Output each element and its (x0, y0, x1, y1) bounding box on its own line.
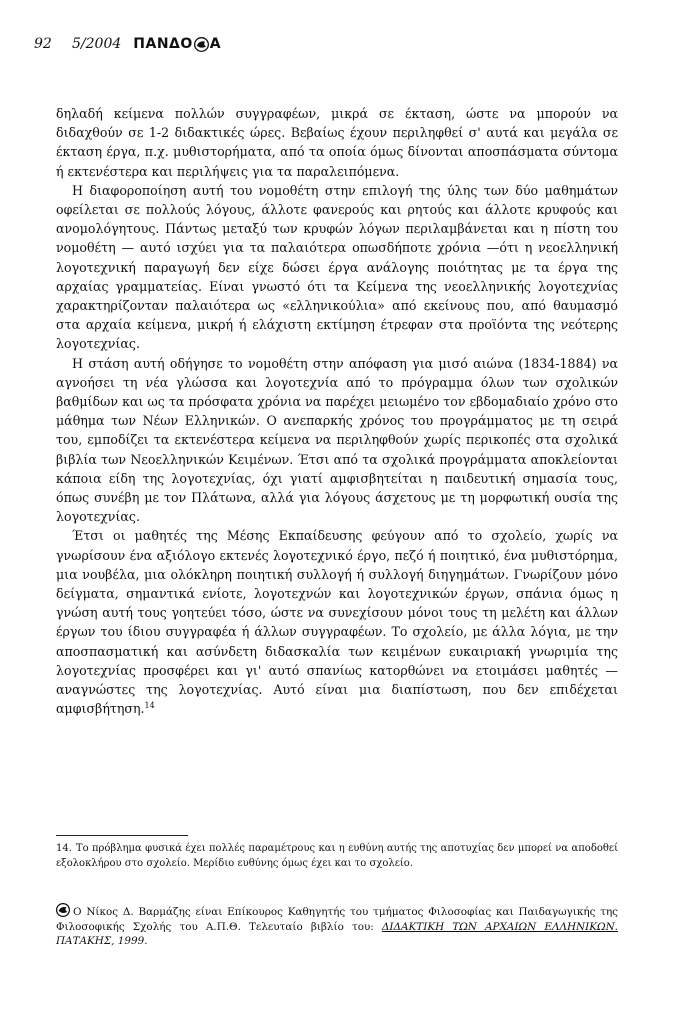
footnote-divider (56, 835, 188, 836)
page-number: 92 (34, 36, 52, 52)
author-note-text: Ο Νίκος Δ. Βαρμάζης είναι Επίκουρος Καθηγητής του τμήματος Φιλοσοφίας και Παιδαγωγικής της Φιλοσοφικής Σχολής του Α.Π.Θ. Τελευταίο βιβλίο του: (56, 906, 618, 933)
footnote-number: 14. (56, 843, 72, 854)
issue-number: 5/2004 (72, 36, 122, 52)
footnote-text: Το πρόβλημα φυσικά έχει πολλές παραμέτρους και η ευθύνη αυτής της αποτυχίας δεν μπορεί να αποδοθεί εξολοκλήρου στο σχολείο. Μερίδιο ευθύνης όμως έχει και το σχολείο. (56, 843, 618, 869)
paragraph-1: δηλαδή κείμενα πολλών συγγραφέων, μικρά σε έκταση, ώστε να μπορούν να διδαχθούν σε 1-2 διδακτικές ώρες. Βεβαίως έχουν περιληφθεί σ' αυτά και μεγάλα σε έκταση έργα, π.χ. μυθιστορήματα, από τα οποία όμως δίνονται αποσπάσματα σύντομα ή εκτενέστερα και περιλήψεις για τα παραλειπόμενα. (56, 106, 618, 179)
journal-name-right: Α (209, 36, 222, 52)
paragraph-4 (56, 526, 618, 718)
paragraph-3: Η στάση αυτή οδήγησε το νομοθέτη στην απόφαση για μισό αιώνα (1834-1884) να αγνοήσει τη νέα γλώσσα και λογοτεχνία από το πρόγραμμα όλων των σχολικών βαθμίδων και ως τα πρόσφατα χρόνια να παρέχει μειωμένο τον εβδομαδιαίο χρόνο στο μάθημα των Νέων Ελληνικών. Ο ανεπαρκής χρόνος του προγράμματος με τη σειρά του, εμποδίζει τα εκτενέστερα κείμενα να περιληφθούν χωρίς περικοπές στα σχολικά βιβλία των Νεοελληνικών Κειμένων. Έτσι από τα σχολικά προγράμματα αποκλείονται κάποια είδη της λογοτεχνίας, όχι γιατί αμφισβητείται η παιδευτική σημασία τους, όπως συνέβη με τον Πλάτωνα, αλλά για λόγους άσχετους με τη μορφωτική ουσία της λογοτεχνίας. (56, 355, 618, 525)
journal-name-left: ΠΑΝΔΟ (133, 36, 193, 52)
publisher: ΠΑΤΑΚΗΣ, 1999. (56, 935, 148, 948)
journal-name (133, 36, 221, 52)
paragraph-4-text: Έτσι οι μαθητές της Μέσης Εκπαίδευσης φεύγουν από το σχολείο, χωρίς να γνωρίσουν ένα αξιόλογο εκτενές λογοτεχνικό έργο, πεζό ή ποιητικό, ένα μυθιστόρημα, μια νουβέλα, μια ολόκληρη ποιητική συλλογή ή συλλογή διηγημάτων. Γνωρίζουν μόνο δείγματα, σημαντικά ενίοτε, λογοτεχνών και λογοτεχνικών έργων, σπάνια όμως η γνώση αυτή τους γοητεύει τόσο, ώστε να συνεχίσουν μόνοι τους τη μελέτη και άλλων έργων του ίδιου συγγραφέα ή άλλων συγγραφέων. Το σχολείο, με άλλα λόγια, με την αποσπασματική και ασύνδετη διδασκαλία των κειμένων ευκαιριακή γνωριμία της λογοτεχνίας προσφέρει και γι' αυτό σπανίως κατορθώνει να ετοιμάσει μαθητές — αναγνώστες της λογοτεχνίας. Αυτό είναι μια διαπίστωση, που δεν επιδέχεται αμφισβήτηση. (56, 528, 618, 717)
paragraph-2: Η διαφοροποίηση αυτή του νομοθέτη στην επιλογή της ύλης των δύο μαθημάτων οφείλεται σε πολλούς λόγους, άλλοτε φανερούς και ρητούς και άλλοτε κρυφούς και ανομολόγητους. Πάντως μεταξύ των κρυφών λόγων περιλαμβάνεται και η πίστη του νομοθέτη — αυτό ισχύει για τα παλαιότερα οπωσδήποτε χρόνια —ότι η νεοελληνική λογοτεχνική παραγωγή δεν είχε δώσει έργα ανάλογης ποιότητας με τα έργα της αρχαίας γραμματείας. Είναι γνωστό ότι τα Κείμενα της νεοελληνικής λογοτεχνίας χαρακτηρίζονταν παλαιότερα ως «ελληνικούλια» από εκείνους που, από θαυμασμό στα αρχαία κείμενα, μικρή ή ελάχιστη εκτίμηση έτρεφαν στα προϊόντα της νεότερης λογοτεχνίας. (56, 182, 618, 352)
running-header (34, 33, 221, 55)
footnote-reference: 14 (144, 701, 155, 711)
author-note (56, 903, 618, 949)
globe-emblem-icon (194, 37, 209, 52)
book-title: ΔΙΔΑΚΤΙΚΗ ΤΩΝ ΑΡΧΑΙΩΝ ΕΛΛΗΝΙΚΩΝ. (381, 920, 618, 933)
globe-emblem-icon (56, 903, 70, 917)
article-body (56, 104, 618, 719)
footnote (56, 842, 618, 871)
